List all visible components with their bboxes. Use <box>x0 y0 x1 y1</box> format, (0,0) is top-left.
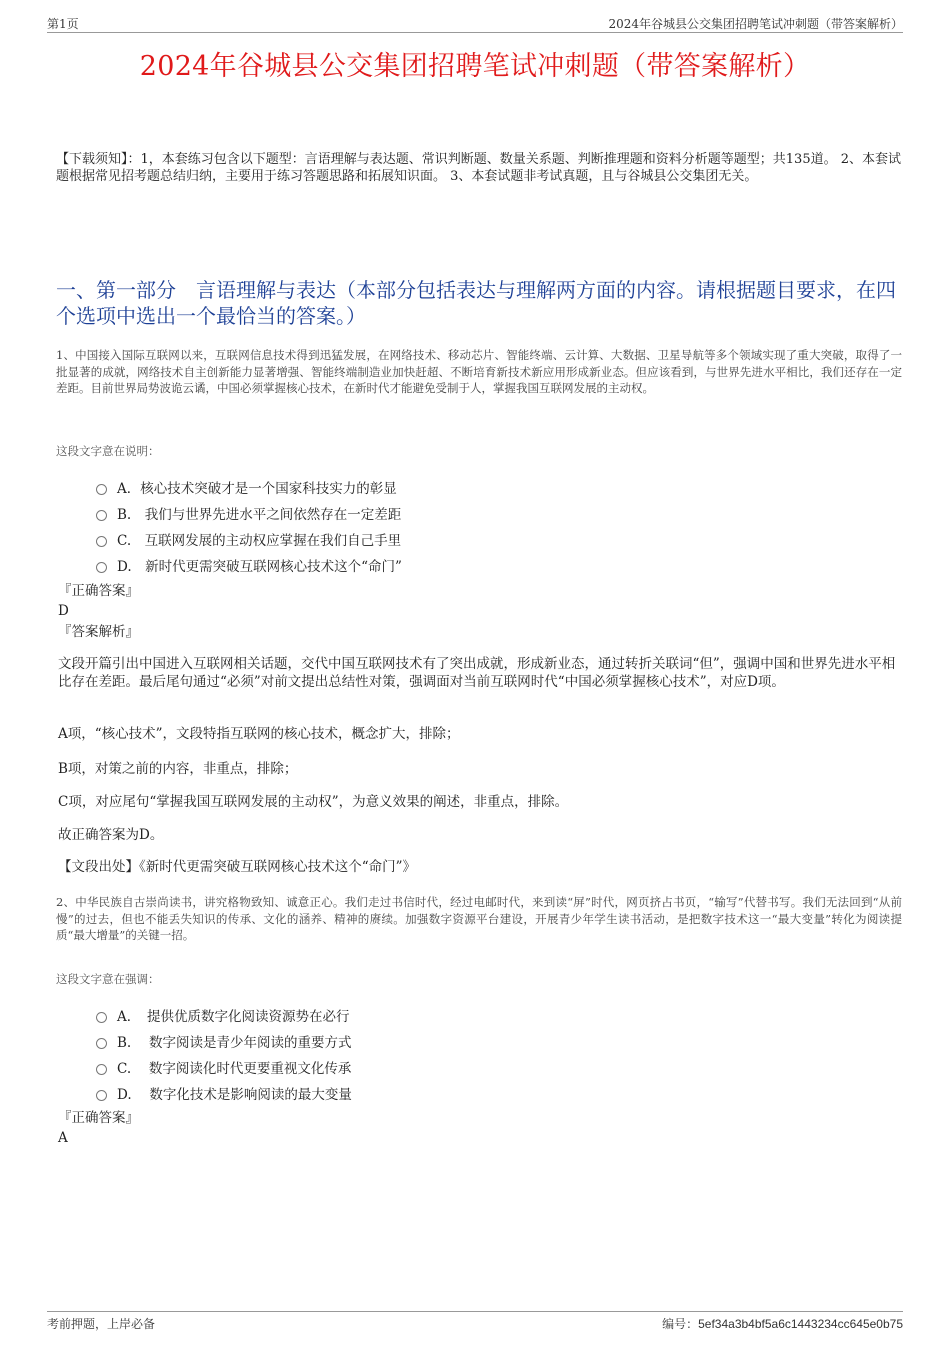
radio-icon[interactable] <box>96 1090 107 1101</box>
question-1-analysis-label: 『答案解析』 <box>58 624 139 640</box>
question-1-source: 【文段出处】《新时代更需突破互联网核心技术这个“命门”》 <box>58 859 417 875</box>
question-2-option-d[interactable] <box>96 1083 352 1103</box>
question-1-analysis: 文段开篇引出中国进入互联网相关话题，交代中国互联网技术有了突出成就，形成新业态，通过转折关联词“但”，强调中国和世界先进水平相比存在差距。最后尾句通过“必须”对前文提出总结性对策，强调面对当前互联网时代“中国必须掌握核心技术”，对应D项。 <box>58 656 896 690</box>
question-2-answer-label: 『正确答案』 <box>58 1110 139 1126</box>
option-label: A． 提供优质数字化阅读资源势在必行 <box>117 1009 350 1025</box>
page-header <box>47 14 903 33</box>
question-1-option-a[interactable] <box>96 477 397 497</box>
question-2-option-c[interactable] <box>96 1057 351 1077</box>
option-label: C. 互联网发展的主动权应掌握在我们自己手里 <box>117 533 402 549</box>
radio-icon[interactable] <box>96 1064 107 1075</box>
radio-icon[interactable] <box>96 1038 107 1049</box>
question-2-text: 2、中华民族自古崇尚读书，讲究格物致知、诚意正心。我们走过书信时代，经过电邮时代，来到读“屏”时代，网页挤占书页，“输写”代替书写。我们无法回到“从前慢”的过去，但也不能丢失知识的传承、文化的涵养、精神的赓续。加强数字资源平台建设，开展青少年学生读书活动，是把数字技术这一“最大变量”转化为阅读提质“最大增量”的关键一招。 <box>56 895 902 942</box>
question-1-conclusion: 故正确答案为D。 <box>58 827 164 843</box>
question-1-option-b-note: B项，对策之前的内容，非重点，排除； <box>58 761 298 777</box>
question-2-option-b[interactable] <box>96 1031 352 1051</box>
page-number: 第1页 <box>47 17 79 31</box>
question-1-option-a-note: A项，“核心技术”，文段特指互联网的核心技术，概念扩大，排除； <box>58 726 460 742</box>
question-1-answer: D <box>58 603 69 619</box>
radio-icon[interactable] <box>96 484 107 495</box>
question-1-prompt: 这段文字意在说明： <box>56 444 160 458</box>
option-label: D. 新时代更需突破互联网核心技术这个“命门” <box>117 559 402 575</box>
section-heading: 一、第一部分 言语理解与表达（本部分包括表达与理解两方面的内容。请根据题目要求，在四个选项中选出一个最恰当的答案。） <box>56 278 896 328</box>
radio-icon[interactable] <box>96 1012 107 1023</box>
download-notice: 【下载须知】：1，本套练习包含以下题型：言语理解与表达题、常识判断题、数量关系题、判断推理题和资料分析题等题型；共135道。 2、本套试题根据常见招考题总结归纳，主要用于练习答题思路和拓展知识面。 3、本套试题非考试真题，且与谷城县公交集团无关。 <box>56 152 901 184</box>
question-2-answer: A <box>58 1130 68 1146</box>
footer-code <box>662 1315 903 1332</box>
option-label: A．核心技术突破才是一个国家科技实力的彰显 <box>117 481 397 497</box>
question-1-option-c[interactable] <box>96 529 401 549</box>
radio-icon[interactable] <box>96 536 107 547</box>
option-label: B. 我们与世界先进水平之间依然存在一定差距 <box>117 507 402 523</box>
footer-code-label: 编号： <box>662 1317 699 1331</box>
question-1-option-b[interactable] <box>96 503 401 523</box>
document-title: 2024年谷城县公交集团招聘笔试冲刺题（带答案解析） <box>139 51 811 82</box>
question-1-option-c-note: C项，对应尾句“掌握我国互联网发展的主动权”，为意义效果的阐述，非重点，排除。 <box>58 794 569 810</box>
question-2-prompt: 这段文字意在强调： <box>56 972 160 986</box>
header-doc-title: 2024年谷城县公交集团招聘笔试冲刺题（带答案解析） <box>608 17 903 31</box>
question-1-answer-label: 『正确答案』 <box>58 583 139 599</box>
option-label: B. 数字阅读是青少年阅读的重要方式 <box>117 1035 352 1051</box>
radio-icon[interactable] <box>96 562 107 573</box>
question-1-option-d[interactable] <box>96 555 402 575</box>
radio-icon[interactable] <box>96 510 107 521</box>
question-2-option-a[interactable] <box>96 1005 350 1025</box>
page-footer <box>47 1311 903 1332</box>
option-label: D. 数字化技术是影响阅读的最大变量 <box>117 1087 352 1103</box>
question-1-text: 1、中国接入国际互联网以来，互联网信息技术得到迅猛发展，在网络技术、移动芯片、智能终端、云计算、大数据、卫星导航等多个领域实现了重大突破，取得了一批显著的成就，网络技术自主创新能力显著增强、智能终端制造业加快赶超、不断培育新技术新应用形成新业态。但应该看到，与世界先进水平相比，我们还存在一定差距。目前世界局势波诡云谲，中国必须掌握核心技术，在新时代才能避免受制于人，掌握我国互联网发展的主动权。 <box>56 348 902 395</box>
footer-slogan: 考前押题，上岸必备 <box>47 1317 156 1331</box>
option-label: C. 数字阅读化时代更要重视文化传承 <box>117 1061 352 1077</box>
footer-code-value: 5ef34a3b4bf5a6c1443234cc645e0b75 <box>698 1317 903 1331</box>
